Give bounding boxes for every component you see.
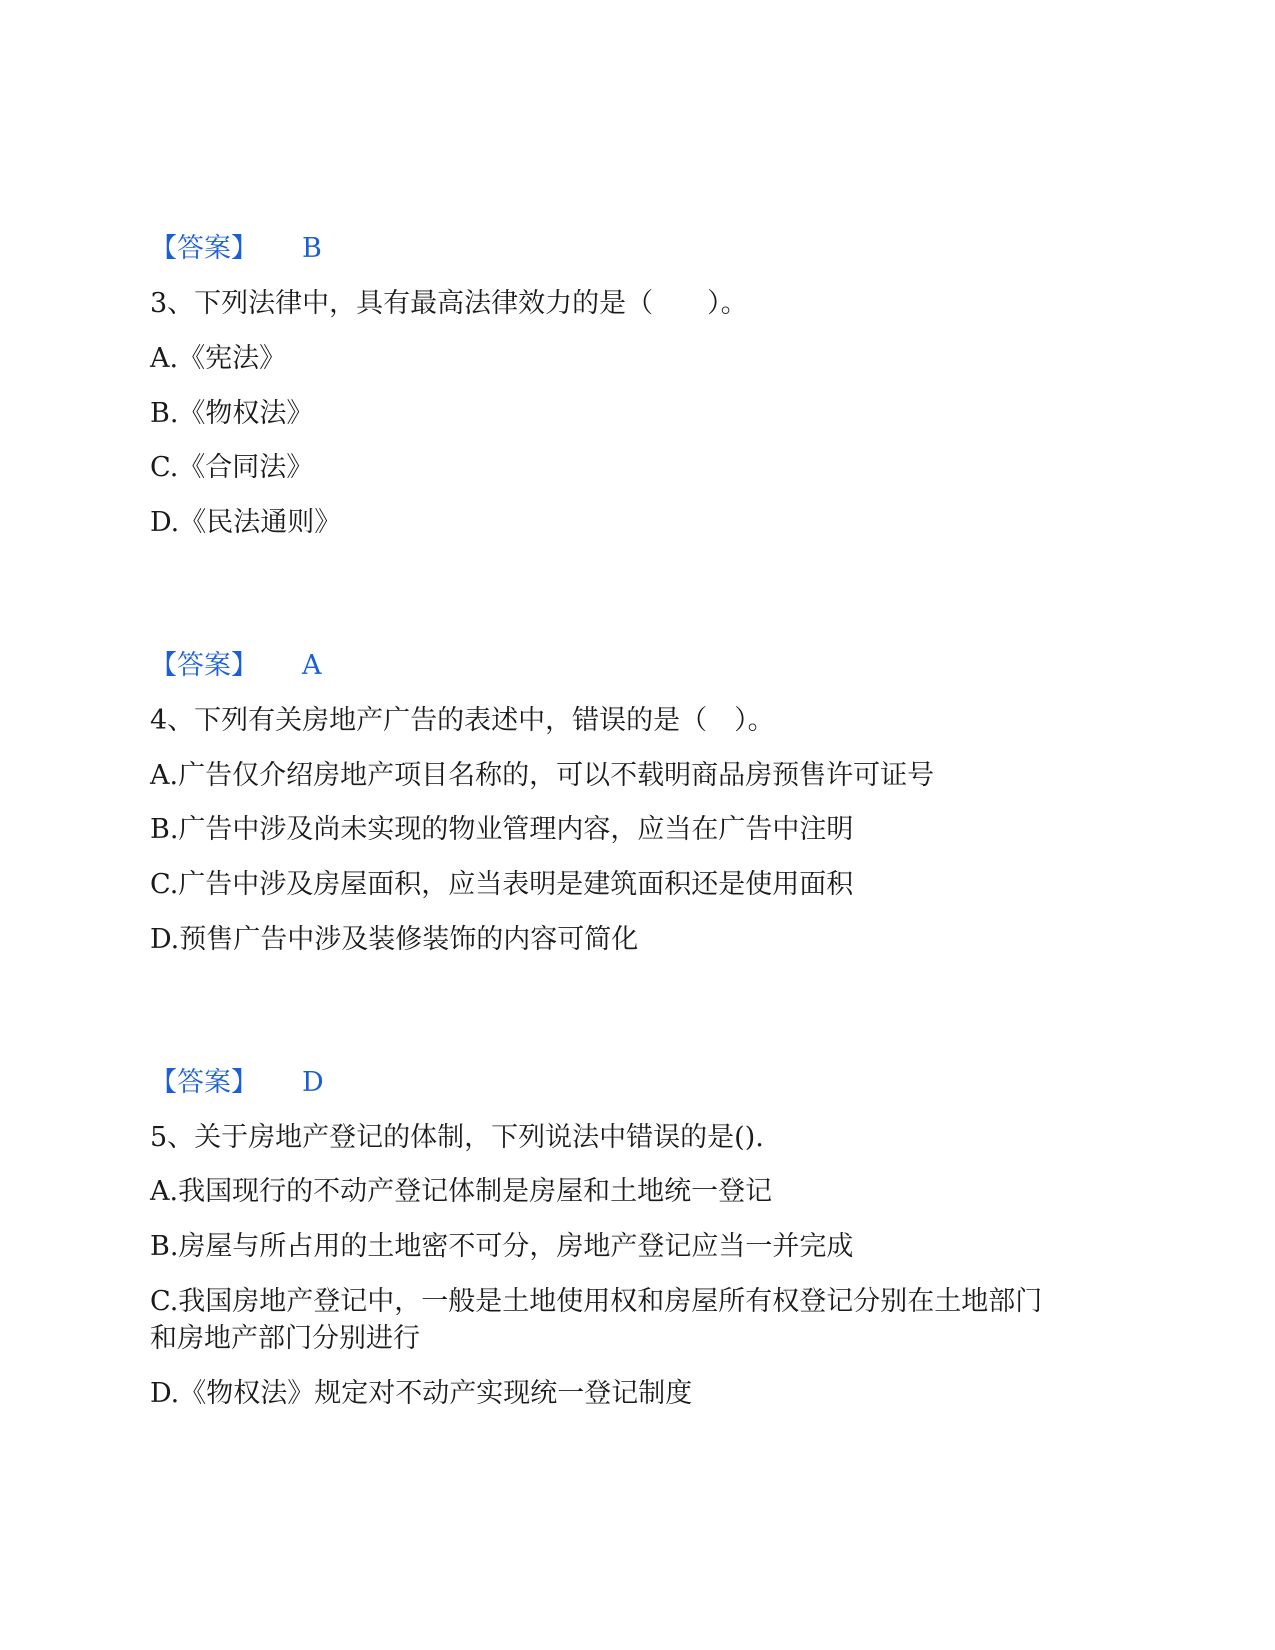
option-c: C.广告中涉及房屋面积，应当表明是建筑面积还是使用面积 [150,869,854,900]
option-a: A.我国现行的不动产登记体制是房屋和土地统一登记 [150,1176,773,1207]
question-text: 4、下列有关房地产广告的表述中，错误的是（ ）。 [150,705,775,736]
answer-label: 【答案】 [150,650,258,681]
answer-value: D [302,1067,324,1098]
answer-label: 【答案】 [150,233,258,264]
question-text: 3、下列法律中，具有最高法律效力的是（ ）。 [150,288,748,319]
option-c: C.《合同法》 [150,452,314,483]
answer-value: B [302,233,322,264]
option-b: B.广告中涉及尚未实现的物业管理内容，应当在广告中注明 [150,814,854,845]
option-a: A.广告仅介绍房地产项目名称的，可以不载明商品房预售许可证号 [150,760,935,791]
question-text: 5、关于房地产登记的体制，下列说法中错误的是(). [150,1122,764,1153]
option-c: C.我国房地产登记中，一般是土地使用权和房屋所有权登记分别在土地部门 [150,1286,1043,1317]
option-a: A.《宪法》 [150,343,287,374]
answer-value: A [302,650,322,681]
answer-line [150,647,322,685]
answer-line [150,230,322,268]
option-d: D.《民法通则》 [150,507,342,538]
answer-line [150,1064,324,1102]
option-b: B.房屋与所占用的土地密不可分，房地产登记应当一并完成 [150,1231,854,1262]
option-d: D.《物权法》规定对不动产实现统一登记制度 [150,1378,693,1409]
option-b: B.《物权法》 [150,398,314,429]
option-d: D.预售广告中涉及装修装饰的内容可简化 [150,924,639,955]
answer-label: 【答案】 [150,1067,258,1098]
option-c-continuation: 和房地产部门分别进行 [150,1323,420,1354]
